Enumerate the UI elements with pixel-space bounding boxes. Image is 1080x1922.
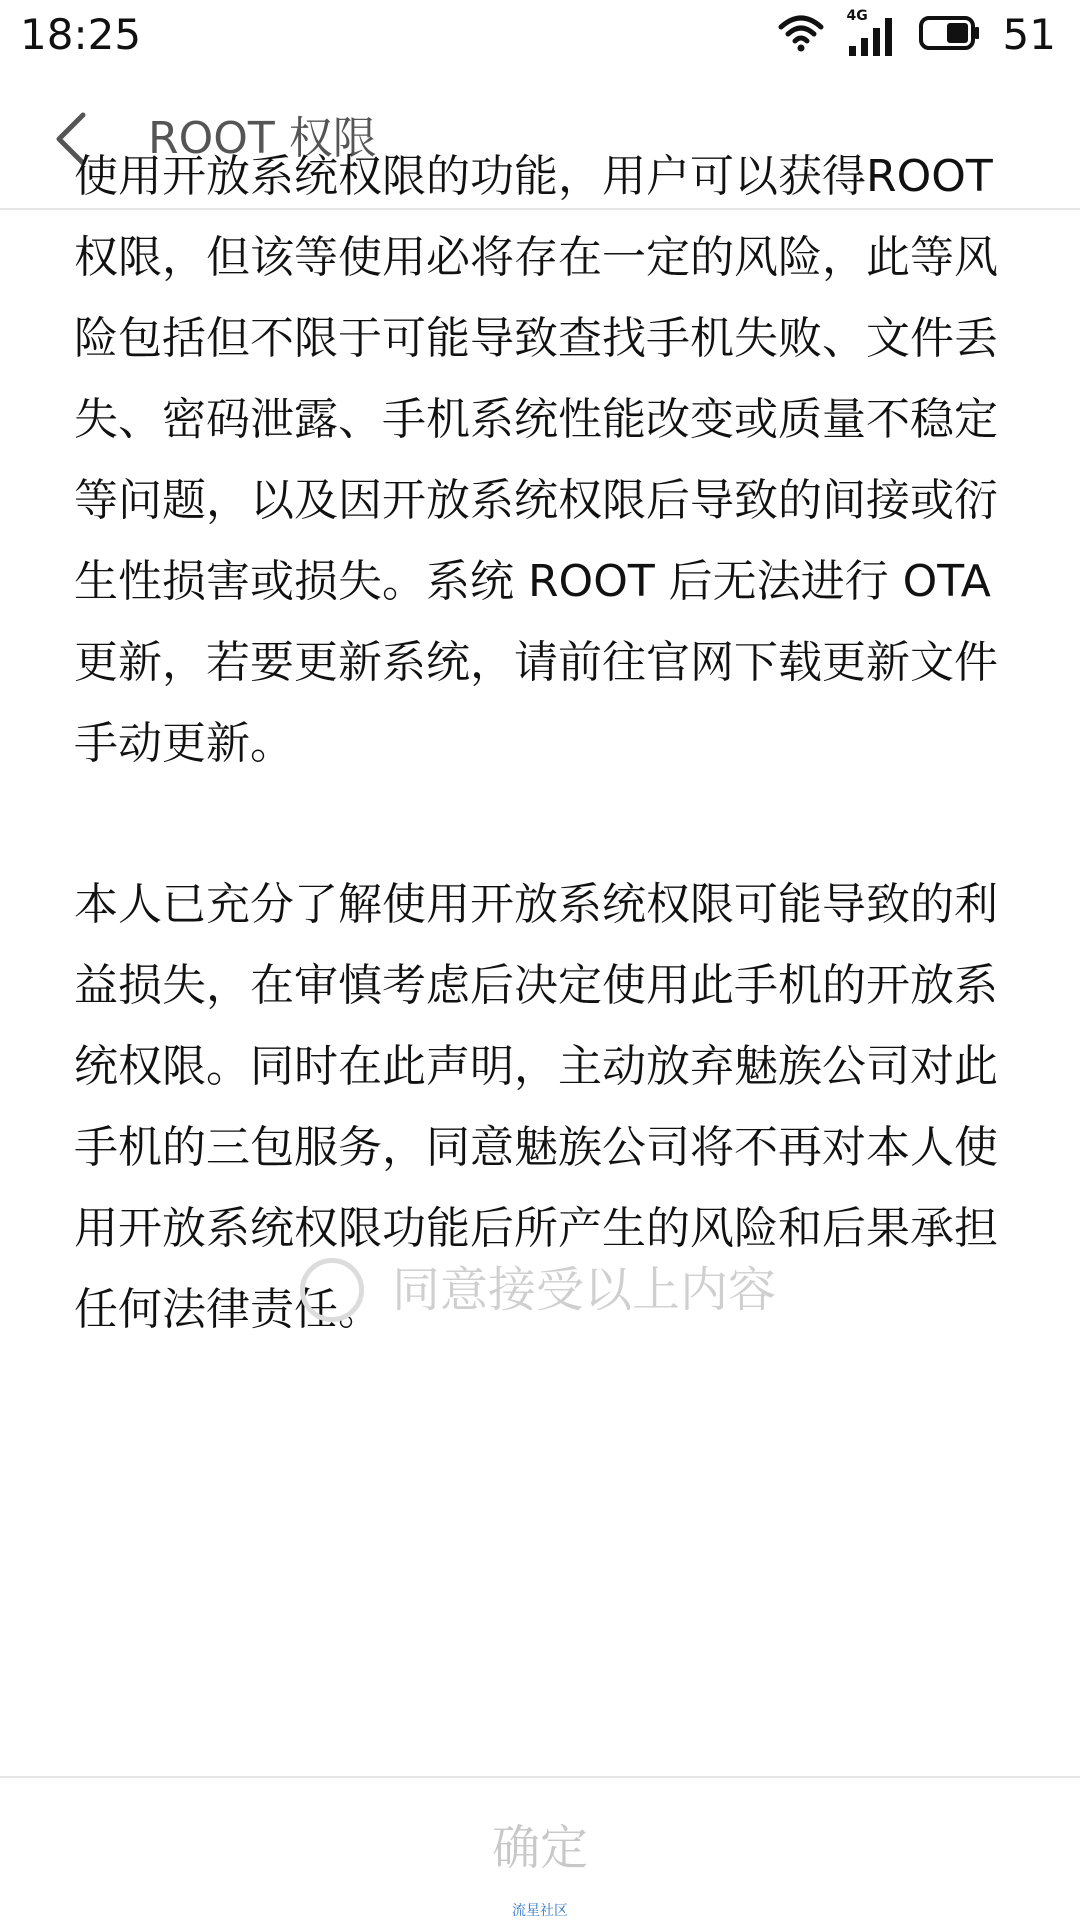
signal-4g-icon bbox=[846, 8, 897, 58]
status-time: 18:25 bbox=[20, 10, 142, 59]
network-type-label: 4G bbox=[846, 8, 868, 24]
footer bbox=[0, 1776, 1080, 1922]
disclaimer-paragraph-2: 本人已充分了解使用开放系统权限可能导致的利益损失，在审慎考虑后决定使用此手机的开放系统权限。同时在此声明，主动放弃魅族公司对此手机的三包服务，同意魅族公司将不再对本人使用开放系统权限功能后所产生的风险和后果承担任何法律责任。 bbox=[74, 879, 998, 1335]
battery-level: 51 bbox=[1002, 10, 1056, 59]
status-bar bbox=[0, 0, 1080, 70]
wifi-icon bbox=[777, 13, 825, 57]
disclaimer-text bbox=[74, 136, 1024, 1350]
disclaimer-paragraph-1: 使用开放系统权限的功能，用户可以获得ROOT 权限，但该等使用必将存在一定的风险，此等风险包括但不限于可能导致查找手机失败、文件丢失、密码泄露、手机系统性能改变或质量不稳定等问题，以及因开放系统权限后导致的间接或衍生性损害或损失。系统 ROOT 后无法进行 OTA 更新，若要更新系统，请前往官网下载更新文件手动更新。 bbox=[74, 151, 998, 769]
status-icons bbox=[777, 10, 1056, 60]
battery-icon bbox=[919, 16, 981, 54]
agree-checkbox-row[interactable] bbox=[300, 1253, 776, 1327]
agree-radio-circle-icon[interactable] bbox=[300, 1258, 364, 1322]
page-title: ROOT 权限 bbox=[148, 113, 377, 164]
watermark: 流星社区 bbox=[512, 1903, 568, 1919]
disclaimer-content[interactable] bbox=[0, 151, 1080, 1776]
agree-label[interactable]: 同意接受以上内容 bbox=[392, 1262, 777, 1318]
confirm-button[interactable]: 确定 bbox=[0, 1778, 1080, 1918]
